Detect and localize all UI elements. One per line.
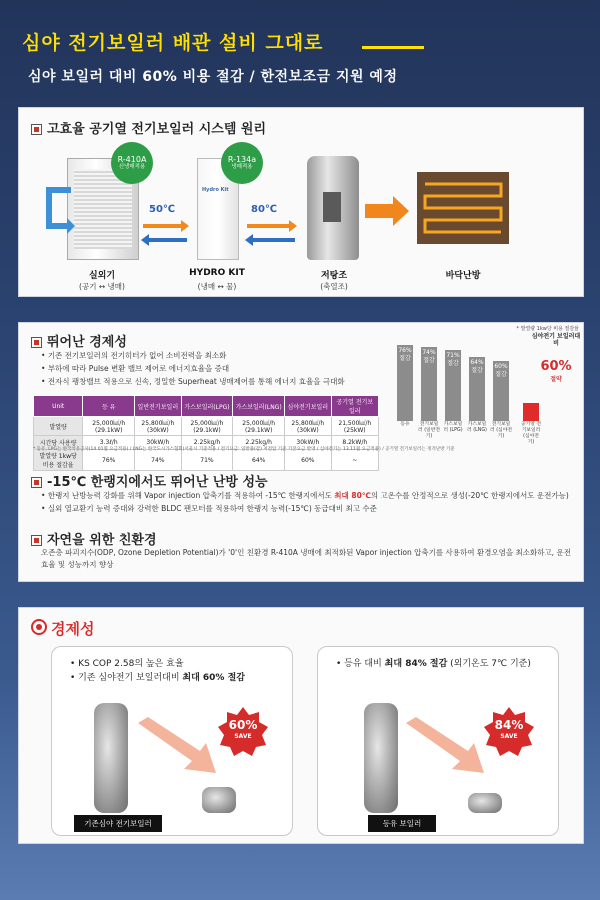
refrigerant-name: R-410A [117,154,147,164]
header-underline [362,46,424,49]
row-label: 발열량 1kw당 비용 절감율 [34,450,83,471]
table-header: 가스보일러(LPG) [181,396,233,417]
table-cell: 25,800㎉/h (30kW) [285,417,332,436]
principle-panel [18,107,584,297]
flow-arrows-icon [139,210,191,250]
chart-category-label: 전기보일러 (심야전기) [490,422,512,439]
savings-card-right [317,646,559,836]
refrigerant-desc: 신냉매적용 [118,164,146,171]
section-bullet-icon [31,337,42,348]
row-label: 발열량 [34,417,83,436]
features-panel [18,322,584,582]
section-bullet-icon [31,124,42,135]
bullet-text: 기존 심야전기 보일러대비 [78,673,183,683]
table-cell: 71% [181,450,233,471]
chart-bar-highlight [523,403,539,421]
chart-bar: 64% 절감 [469,357,485,421]
economy-title-text: 뛰어난 경제성 [47,335,127,350]
heating-highlight: 최대 80℃ [334,491,371,500]
table-row [34,417,379,436]
device-label-tank: 저탕조 [320,271,348,281]
chart-category-label: 등유 [400,422,410,427]
chart-category-label: 가스보일러 (LNG) [467,422,487,433]
down-arrow-icon [138,717,218,777]
economy-table [33,395,379,471]
table-header: 가스보일러(LNG) [233,396,285,417]
hydro-kit-logo: Hydro Kit [202,187,229,193]
card-bullets [70,657,245,685]
short-coin-stack-image [468,793,502,813]
tall-coin-stack-image [364,703,398,813]
chart-callout-value: 60% [540,359,572,374]
list-item: • 실외 열교환기 능력 증대와 강력한 BLDC 팬모터를 적용하여 한랭지 능력(-15℃) 동급대비 최고 수준 [41,502,581,515]
table-cell: 25,000㎉/h (29.1kW) [181,417,233,436]
table-cell: 21,500㎉/h (25kW) [331,417,378,436]
row-label: 시간당 사용량 [34,436,83,450]
card-label: 등유 보일러 [368,815,436,832]
chart-bar: 60% 절감 [493,361,509,421]
refrigerant-desc: 냉매적용 [231,164,253,171]
chart-category-label: 가스보일러 (LPG) [443,422,463,433]
table-cell: 25,000㎉/h (29.1kW) [233,417,285,436]
table-cell: 25,800㎉/h (30kW) [135,417,182,436]
heating-title-text: -15℃ 한랭지에서도 뛰어난 난방 성능 [47,475,268,490]
refrigerant-badge-r410a [111,142,153,184]
device-label-outdoor: 실외기 [88,271,116,281]
table-header: 공기열 전기보일러 [331,396,378,417]
bullet-text: (외기온도 7℃ 기준) [447,659,531,669]
header-subtitle: 심야 보일러 대비 60% 비용 절감 / 한전보조금 지원 예정 [28,69,398,85]
table-cell: 74% [135,450,182,471]
table-cell: 30kW/h [285,436,332,450]
table-cell: 25,000㎉/h (29.1kW) [83,417,135,436]
heating-bullets [41,489,581,515]
savings-title [31,618,94,639]
device-sub-tank: (축열조) [320,282,348,291]
table-cell: 76% [83,450,135,471]
savings-title-text: 경제성 [51,620,95,638]
device-sub-outdoor: (공기 ↔ 냉매) [79,282,125,291]
device-sub-hydro: (냉매 ↔ 물) [197,282,237,291]
table-cell: 8.2kW/h [331,436,378,450]
heating-pipe-icon [417,172,509,244]
list-item: • 기존 전기보일러의 전기히터가 없어 소비전력을 최소화 [41,349,381,362]
chart-note: * 발열량 1kw당 비용 절감율 [516,326,579,332]
list-item: • KS COP 2.58의 높은 효율 [70,659,184,669]
economy-footnote: * 등유, LPG는 한국석유공사(14.01월 요금적용) / LNG는 한국도시가스협회(서울시 기준적용 / 전기요금: 일반용(갑) 저전압 기준 기본요금 반영 / 심야전기는 13.11월 요금적용) / 공기열 전기보일러는 정격난방 기준 [33,447,455,452]
flow-arrows-icon [243,210,299,250]
card-bullets [336,657,531,671]
tall-coin-stack-image [94,703,128,813]
table-cell: 64% [233,450,285,471]
eco-title [31,529,157,548]
short-coin-stack-image [202,787,236,813]
chart-bar: 76% 절감 [397,345,413,421]
table-cell: 30kW/h [135,436,182,450]
table-cell: 60% [285,450,332,471]
save-badge-value: 60% [228,718,258,732]
bullet-text: 등유 대비 [344,659,385,669]
target-icon [31,619,47,635]
table-header-row [34,396,379,417]
chart-category-label: 공기열 전기보일러 (심야전기) [520,422,542,445]
refrigerant-name: R-134a [227,154,257,164]
down-arrow-icon [406,717,486,777]
chart-bar: 71% 절감 [445,350,461,421]
chart-callout-title: 심야전기 보일러대비 [531,333,581,347]
section-bullet-icon [31,535,42,546]
refrigerant-badge-r134a [221,142,263,184]
airflow-arrow-icon [37,182,75,238]
card-label: 기존심야 전기보일러 [74,815,162,832]
chart-bar: 74% 절감 [421,347,437,421]
save-badge-value: 84% [494,718,524,732]
table-cell: 2.25kg/h [181,436,233,450]
heating-title [31,471,268,490]
list-item: • 기존 심야전기 보일러대비 최대 60% 절감 [70,673,245,683]
economy-bullets [41,349,381,388]
savings-card-left [51,646,293,836]
right-arrow-icon [365,196,411,226]
storage-tank-image [307,156,359,260]
chart-callout-sub: 절약 [550,376,562,383]
save-badge-icon [218,707,268,757]
table-header: 심야전기보일러 [285,396,332,417]
section-bullet-icon [31,477,42,488]
table-cell: 3.3ℓ/h [83,436,135,450]
chart-category-label: 전기보일러 (일반전기) [418,422,440,439]
device-label-hydro: HYDRO KIT [189,268,245,278]
savings-panel [18,607,584,844]
list-item [41,489,581,502]
heating-text: 의 고온수를 안정적으로 생성(-20℃ 한랭지에서도 운전가능) [370,491,569,500]
eco-title-text: 자연을 위한 친환경 [47,533,157,548]
economy-title [31,331,127,350]
bullet-bold: 최대 60% 절감 [182,673,245,683]
list-item: • 등유 대비 최대 84% 절감 (외기온도 7℃ 기준) [336,659,531,669]
tank-panel [323,192,341,222]
device-label-floor: 바닥난방 [445,271,481,281]
heating-text: 한랭지 난방능력 강화를 위해 Vapor injection 압축기를 적용하여 -15℃ 한랭지에서도 [47,491,335,500]
list-item: • 부하에 따라 Pulse 변환 밸브 제어로 에너지효율을 증대 [41,362,381,375]
temp-label-80: 80℃ [251,204,278,215]
save-badge-text: SAVE [500,733,518,740]
table-cell: 2.25kg/h [233,436,285,450]
chart-category-labels [393,422,579,445]
floor-heating-image [417,172,509,244]
save-badge-text: SAVE [234,733,252,740]
header-title: 심야 전기보일러 배관 설비 그대로 [22,32,324,54]
table-cell: ~ [331,450,378,471]
table-header: 등 유 [83,396,135,417]
principle-title [31,118,266,137]
table-row [34,450,379,471]
bullet-bold: 최대 84% 절감 [384,659,448,669]
table-header: Unit [34,396,83,417]
principle-title-text: 고효율 공기열 전기보일러 시스템 원리 [47,122,267,137]
temp-label-50: 50℃ [149,204,176,215]
list-item: • 전자식 팽창밸브 적용으로 신속, 정밀한 Superheat 냉매제어를 통해 에너지 효율을 극대화 [41,375,381,388]
save-badge-icon [484,707,534,757]
bullet-text: KS COP 2.58의 높은 효율 [78,659,184,669]
table-header: 일반전기보일러 [135,396,182,417]
eco-text: 오존층 파괴지수(ODP, Ozone Depletion Potential)가 '0'인 친환경 R-410A 냉매에 최적화된 Vapor injection 압축기를 사용하여 환경오염을 최소화하고, 운전 효율 및 성능까지 향상 [41,548,571,569]
